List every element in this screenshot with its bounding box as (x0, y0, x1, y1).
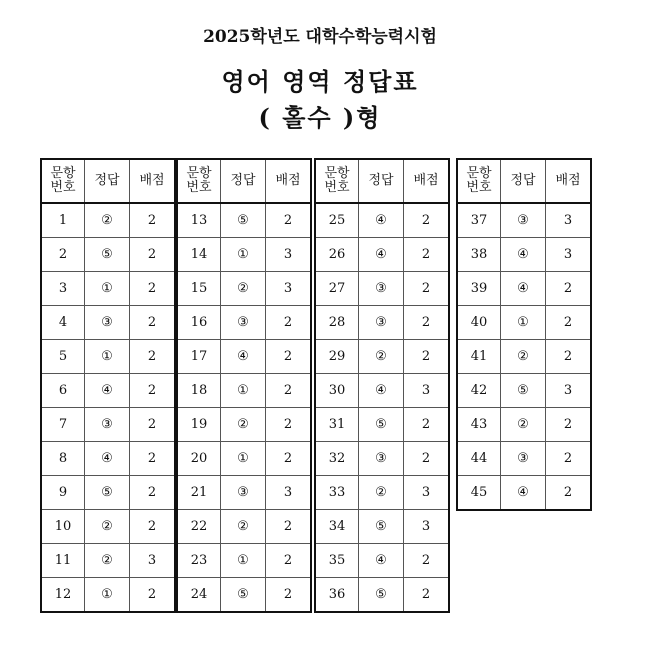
answer-cell: ④ (501, 272, 546, 306)
question-number-cell: 18 (177, 374, 221, 408)
header-row (177, 159, 311, 203)
table-row (41, 476, 175, 510)
table-row (41, 340, 175, 374)
score-cell: 2 (266, 510, 312, 544)
question-number-cell: 43 (457, 408, 501, 442)
question-number-cell: 25 (315, 203, 359, 238)
question-number-cell: 24 (177, 578, 221, 613)
score-cell: 2 (130, 238, 176, 272)
question-number-cell: 2 (41, 238, 85, 272)
answer-cell: ④ (501, 238, 546, 272)
question-number-cell: 14 (177, 238, 221, 272)
score-cell: 2 (130, 510, 176, 544)
column-header-score: 배점 (266, 159, 312, 203)
question-number-cell: 19 (177, 408, 221, 442)
table-row (457, 238, 591, 272)
column-header-number: 문항 번호 (315, 159, 359, 203)
answer-cell: ② (359, 340, 404, 374)
answer-group-1 (40, 158, 176, 613)
answer-cell: ④ (359, 544, 404, 578)
column-header-answer: 정답 (85, 159, 130, 203)
score-cell: 2 (404, 238, 450, 272)
question-number-cell: 27 (315, 272, 359, 306)
table-row (315, 544, 449, 578)
table-row (457, 203, 591, 238)
score-cell: 3 (546, 203, 592, 238)
answer-cell: ① (221, 374, 266, 408)
question-number-cell: 41 (457, 340, 501, 374)
score-cell: 2 (546, 272, 592, 306)
table-row (315, 238, 449, 272)
score-cell: 2 (404, 544, 450, 578)
score-cell: 2 (130, 476, 176, 510)
table-row (41, 203, 175, 238)
score-cell: 3 (266, 272, 312, 306)
score-cell: 2 (266, 203, 312, 238)
answer-cell: ⑤ (359, 510, 404, 544)
column-header-score: 배점 (404, 159, 450, 203)
table-row (457, 476, 591, 511)
score-cell: 3 (266, 476, 312, 510)
question-number-cell: 34 (315, 510, 359, 544)
answer-cell: ④ (85, 442, 130, 476)
question-number-cell: 37 (457, 203, 501, 238)
answer-cell: ② (501, 408, 546, 442)
table-row (177, 306, 311, 340)
table-row (177, 544, 311, 578)
table-row (177, 408, 311, 442)
table-row (177, 272, 311, 306)
table-row (315, 340, 449, 374)
answer-cell: ③ (501, 203, 546, 238)
question-number-cell: 3 (41, 272, 85, 306)
score-cell: 2 (404, 340, 450, 374)
answer-cell: ④ (359, 238, 404, 272)
answer-cell: ② (221, 272, 266, 306)
exam-type: ( 홀수 )형 (258, 103, 382, 132)
answer-cell: ③ (221, 306, 266, 340)
score-cell: 2 (546, 442, 592, 476)
table-row (41, 408, 175, 442)
question-number-cell: 20 (177, 442, 221, 476)
question-number-cell: 9 (41, 476, 85, 510)
table-row (457, 408, 591, 442)
score-cell: 2 (404, 203, 450, 238)
column-header-answer: 정답 (501, 159, 546, 203)
column-header-number: 문항 번호 (41, 159, 85, 203)
table-row (41, 306, 175, 340)
table-row (315, 476, 449, 510)
answer-cell: ③ (85, 306, 130, 340)
score-cell: 2 (130, 408, 176, 442)
table-row (41, 578, 175, 613)
table-row (177, 442, 311, 476)
table-row (41, 238, 175, 272)
table-row (315, 578, 449, 613)
question-number-cell: 10 (41, 510, 85, 544)
score-cell: 2 (266, 306, 312, 340)
header-row (315, 159, 449, 203)
answer-cell: ① (221, 442, 266, 476)
question-number-cell: 22 (177, 510, 221, 544)
score-cell: 3 (404, 374, 450, 408)
question-number-cell: 8 (41, 442, 85, 476)
table-row (177, 578, 311, 613)
question-number-cell: 42 (457, 374, 501, 408)
score-cell: 3 (546, 374, 592, 408)
question-number-cell: 13 (177, 203, 221, 238)
table-row (315, 408, 449, 442)
table-row (457, 442, 591, 476)
answer-cell: ③ (221, 476, 266, 510)
answer-cell: ④ (221, 340, 266, 374)
table-row (457, 340, 591, 374)
answer-cell: ⑤ (221, 578, 266, 613)
table-row (315, 203, 449, 238)
question-number-cell: 17 (177, 340, 221, 374)
table-row (177, 238, 311, 272)
column-header-score: 배점 (130, 159, 176, 203)
answer-cell: ② (501, 340, 546, 374)
document-title: 영어 영역 정답표 (221, 67, 419, 96)
answer-cell: ⑤ (85, 238, 130, 272)
score-cell: 2 (404, 272, 450, 306)
table-row (41, 374, 175, 408)
answer-cell: ① (85, 272, 130, 306)
answer-cell: ③ (359, 442, 404, 476)
answer-cell: ① (85, 340, 130, 374)
table-row (177, 510, 311, 544)
score-cell: 3 (404, 510, 450, 544)
question-number-cell: 4 (41, 306, 85, 340)
answer-cell: ② (85, 544, 130, 578)
header-row (457, 159, 591, 203)
score-cell: 2 (130, 442, 176, 476)
answer-cell: ④ (501, 476, 546, 511)
answer-group-3 (314, 158, 450, 613)
question-number-cell: 32 (315, 442, 359, 476)
question-number-cell: 15 (177, 272, 221, 306)
question-number-cell: 16 (177, 306, 221, 340)
answer-cell: ⑤ (359, 578, 404, 613)
column-header-answer: 정답 (359, 159, 404, 203)
answer-cell: ② (85, 510, 130, 544)
table-row (41, 442, 175, 476)
answer-cell: ① (85, 578, 130, 613)
table-row (315, 374, 449, 408)
question-number-cell: 33 (315, 476, 359, 510)
score-cell: 2 (404, 306, 450, 340)
question-number-cell: 31 (315, 408, 359, 442)
table-row (41, 510, 175, 544)
table-row (315, 510, 449, 544)
table-row (315, 306, 449, 340)
answer-cell: ③ (501, 442, 546, 476)
question-number-cell: 29 (315, 340, 359, 374)
column-header-number: 문항 번호 (457, 159, 501, 203)
table-row (41, 544, 175, 578)
score-cell: 2 (546, 340, 592, 374)
table-row (177, 374, 311, 408)
score-cell: 2 (546, 408, 592, 442)
header-row (41, 159, 175, 203)
score-cell: 2 (266, 340, 312, 374)
score-cell: 2 (266, 578, 312, 613)
question-number-cell: 6 (41, 374, 85, 408)
score-cell: 2 (546, 476, 592, 511)
table-row (315, 442, 449, 476)
question-number-cell: 28 (315, 306, 359, 340)
answer-cell: ④ (359, 203, 404, 238)
score-cell: 3 (404, 476, 450, 510)
score-cell: 2 (130, 578, 176, 613)
question-number-cell: 30 (315, 374, 359, 408)
answer-cell: ② (221, 408, 266, 442)
table-row (177, 203, 311, 238)
table-row (41, 272, 175, 306)
answer-cell: ⑤ (501, 374, 546, 408)
question-number-cell: 40 (457, 306, 501, 340)
score-cell: 2 (266, 544, 312, 578)
answer-cell: ⑤ (359, 408, 404, 442)
answer-cell: ⑤ (221, 203, 266, 238)
score-cell: 2 (266, 442, 312, 476)
answer-cell: ④ (359, 374, 404, 408)
answer-cell: ④ (85, 374, 130, 408)
question-number-cell: 35 (315, 544, 359, 578)
score-cell: 3 (266, 238, 312, 272)
score-cell: 2 (404, 442, 450, 476)
score-cell: 2 (404, 408, 450, 442)
answer-cell: ② (359, 476, 404, 510)
answer-cell: ① (221, 544, 266, 578)
answer-group-4 (456, 158, 592, 511)
question-number-cell: 45 (457, 476, 501, 511)
question-number-cell: 21 (177, 476, 221, 510)
answer-cell: ① (221, 238, 266, 272)
column-header-number: 문항 번호 (177, 159, 221, 203)
table-row (177, 476, 311, 510)
answer-cell: ① (501, 306, 546, 340)
score-cell: 2 (130, 272, 176, 306)
question-number-cell: 26 (315, 238, 359, 272)
score-cell: 2 (266, 408, 312, 442)
question-number-cell: 1 (41, 203, 85, 238)
question-number-cell: 11 (41, 544, 85, 578)
score-cell: 2 (546, 306, 592, 340)
answer-cell: ③ (359, 306, 404, 340)
exam-title: 2025학년도 대학수학능력시험 (203, 27, 437, 47)
score-cell: 2 (266, 374, 312, 408)
question-number-cell: 23 (177, 544, 221, 578)
question-number-cell: 36 (315, 578, 359, 613)
question-number-cell: 38 (457, 238, 501, 272)
answer-group-2 (176, 158, 312, 613)
question-number-cell: 39 (457, 272, 501, 306)
question-number-cell: 12 (41, 578, 85, 613)
score-cell: 2 (130, 340, 176, 374)
table-row (457, 272, 591, 306)
column-header-score: 배점 (546, 159, 592, 203)
score-cell: 2 (130, 306, 176, 340)
answer-cell: ② (85, 203, 130, 238)
answer-cell: ③ (85, 408, 130, 442)
score-cell: 2 (130, 374, 176, 408)
score-cell: 2 (404, 578, 450, 613)
table-row (457, 374, 591, 408)
table-row (315, 272, 449, 306)
table-row (177, 340, 311, 374)
table-row (457, 306, 591, 340)
answer-cell: ⑤ (85, 476, 130, 510)
question-number-cell: 7 (41, 408, 85, 442)
score-cell: 3 (546, 238, 592, 272)
score-cell: 3 (130, 544, 176, 578)
score-cell: 2 (130, 203, 176, 238)
column-header-answer: 정답 (221, 159, 266, 203)
answer-cell: ② (221, 510, 266, 544)
answer-cell: ③ (359, 272, 404, 306)
question-number-cell: 44 (457, 442, 501, 476)
question-number-cell: 5 (41, 340, 85, 374)
